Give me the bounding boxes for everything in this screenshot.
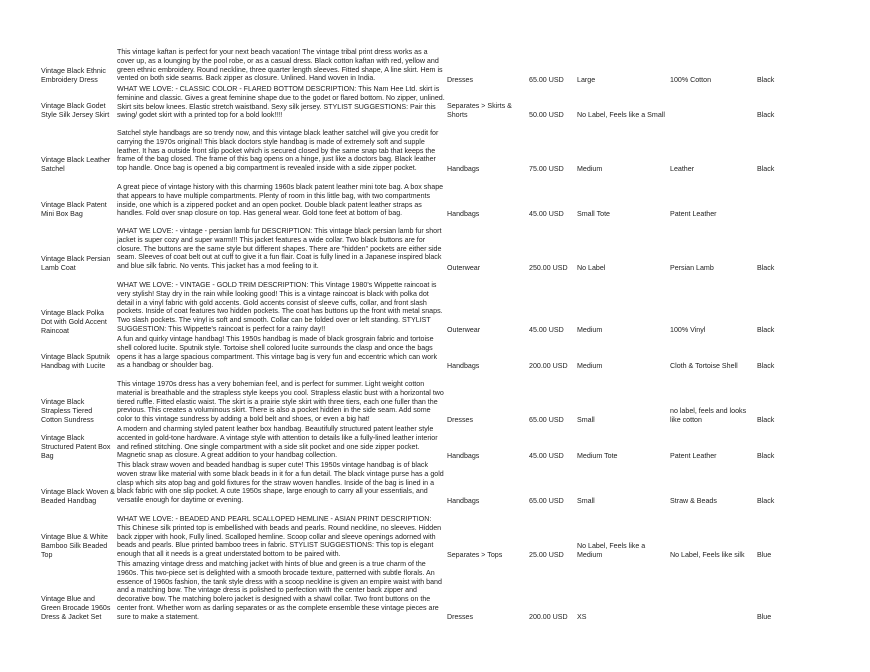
row-description: A fun and quirky vintage handbag! This 1950s handbag is made of black grosgrain fabric and tortoise shell colored lucite. Sputnik style. Tortoise shell colored lucite surrounds the clasp and once the bags opens it has a large spacious compartment. This vintage bag is very fun and eccentric which can work as a handbag or shoulder bag. (117, 335, 438, 370)
row-color: Black (757, 264, 775, 272)
row-material: 100% Cotton (670, 76, 712, 84)
row-product-name: Vintage Black Godet Style Silk Jersey Skirt (41, 102, 110, 119)
row-product-name: Vintage Black Ethnic Embroidery Dress (41, 67, 106, 84)
row-description: This black straw woven and beaded handbag is super cute! This 1950s vintage handbag is of black woven straw like material with some black beads in it for a fun detail. The black vintage purse has a gold clasp which sits atop bag and gold fixtures for the straw woven handles. Inside of the bag is lined in a black fabric with one slip pocket. A cute 1950s shape, large enough to carry all your essentials, and versatile enough for daytime or evening. (117, 461, 444, 505)
row-category: Handbags (447, 165, 480, 173)
row-description: This vintage 1970s dress has a very bohemian feel, and is perfect for summer. Light weight cotton material is breathable and the strapless style keeps you cool. Strapless elastic bust with a horizontal two tiered ruffle. Fitted elastic waist. The skirt is a prairie style skirt with three tiers, each one fuller than the previous. This creates a voluminous skirt. There is also a pocket hidden in the side seam. Add some color to this vintage sundress by adding a bold belt and shoes, or even a big hat! (117, 380, 444, 424)
row-color: Black (757, 165, 775, 173)
row-product-name: Vintage Black Sputnik Handbag with Lucite (41, 353, 110, 370)
row-size: No Label, Feels like a Medium (577, 542, 646, 559)
row-price: 250.00 USD (529, 264, 568, 272)
row-material: Patent Leather (670, 210, 717, 218)
row-material: Straw & Beads (670, 497, 717, 505)
row-category: Dresses (447, 613, 474, 621)
row-material: Leather (670, 165, 695, 173)
row-size: Medium (577, 165, 603, 173)
row-material: Patent Leather (670, 452, 717, 460)
row-price: 25.00 USD (529, 551, 564, 559)
row-price: 200.00 USD (529, 362, 568, 370)
row-price: 200.00 USD (529, 613, 568, 621)
row-category: Dresses (447, 76, 474, 84)
row-price: 65.00 USD (529, 497, 564, 505)
row-description: This amazing vintage dress and matching jacket with hints of blue and green is a true charm of the 1960s. This two-piece set is delighted with a smooth brocade texture, patterned with subtle florals. An essence of 1960s fashion, the tank style dress with a scoop neckline is given an empire waist with band and a matching bow. The vintage dress is polished to perfection with the center back zipper and decorative bow. The matching bolero jacket is designed with a shawl collar. Two front buttons on the center front. Whether worn as darling separates or as the complete ensemble these vintage pieces are sure to make a statement. (117, 560, 442, 621)
row-price: 75.00 USD (529, 165, 564, 173)
row-size: No Label (577, 264, 606, 272)
row-color: Blue (757, 613, 772, 621)
row-category: Separates > Skirts & Shorts (447, 102, 512, 119)
row-color: Black (757, 326, 775, 334)
row-size: XS (577, 613, 587, 621)
row-color: Black (757, 76, 775, 84)
row-material: no label, feels and looks like cotton (670, 407, 747, 424)
row-size: Large (577, 76, 596, 84)
row-color: Black (757, 362, 775, 370)
row-product-name: Vintage Black Polka Dot with Gold Accent Raincoat (41, 309, 107, 335)
row-price: 50.00 USD (529, 111, 564, 119)
row-material: No Label, Feels like silk (670, 551, 745, 559)
row-description: WHAT WE LOVE: - VINTAGE - GOLD TRIM DESCRIPTION: This Vintage 1980's Wippette raincoat is very stylish! Stay dry in the rain while looking good! This is a vintage raincoat is black with polka dot detail in a vinyl fabric with gold accents. Gold accents consist of sleeve cuffs, collar, and front slash pockets. Inside of coat features two hidden pockets. The coat has buttons up the front with metal snaps. Two slash pockets. The vinyl is soft and smooth. Collar can be folded over or left standing. STYLIST SUGGESTION: This Wippette's raincoat is perfect for a rainy day!! (117, 281, 443, 333)
row-color: Black (757, 497, 775, 505)
row-material: Persian Lamb (670, 264, 714, 272)
row-material: 100% Vinyl (670, 326, 706, 334)
row-product-name: Vintage Black Leather Satchel (41, 156, 111, 173)
row-product-name: Vintage Black Persian Lamb Coat (41, 255, 111, 272)
row-product-name: Vintage Blue & White Bamboo Silk Beaded Top (41, 533, 108, 559)
row-description: A great piece of vintage history with this charming 1960s black patent leather mini tote bag. A box shape that appears to have multiple compartments. Plenty of room in this little bag, with two compartments inside, one which is a zippered pocket and an open pocket. Double black patent leather straps as handles. Fold over snap closure on top. Has general wear. Gold tone feet at bottom of bag. (117, 183, 444, 218)
row-product-name: Vintage Black Patent Mini Box Bag (41, 201, 107, 218)
row-color: Black (757, 452, 775, 460)
row-category: Handbags (447, 497, 480, 505)
row-category: Outerwear (447, 326, 481, 334)
row-product-name: Vintage Black Strapless Tiered Cotton Sundress (41, 398, 94, 424)
row-size: Small Tote (577, 210, 610, 218)
row-color: Black (757, 416, 775, 424)
row-product-name: Vintage Black Woven & Beaded Handbag (41, 488, 115, 505)
row-category: Handbags (447, 362, 480, 370)
row-price: 65.00 USD (529, 416, 564, 424)
row-color: Black (757, 111, 775, 119)
row-description: WHAT WE LOVE: - CLASSIC COLOR - FLARED BOTTOM DESCRIPTION: This Nam Hee Ltd. skirt is feminine and classic. Gives a great feminine shape due to the godet or flared bottom. No zipper, unlined. Skirt sits below knees. Elastic stretch waistband. Sexy silk jersey. STYLIST SUGGESTIONS: Pair this swing/ godet skirt with a printed top for a bold look!!!! (117, 85, 445, 120)
row-size: Small (577, 497, 595, 505)
row-product-name: Vintage Blue and Green Brocade 1960s Dress & Jacket Set (41, 595, 111, 621)
row-category: Handbags (447, 210, 480, 218)
row-size: Medium (577, 326, 603, 334)
row-price: 45.00 USD (529, 452, 564, 460)
row-price: 45.00 USD (529, 326, 564, 334)
row-product-name: Vintage Black Structured Patent Box Bag (41, 434, 111, 460)
row-category: Handbags (447, 452, 480, 460)
row-size: No Label, Feels like a Small (577, 111, 665, 119)
row-category: Dresses (447, 416, 474, 424)
row-color: Blue (757, 551, 772, 559)
row-price: 45.00 USD (529, 210, 564, 218)
row-category: Outerwear (447, 264, 481, 272)
row-description: Satchel style handbags are so trendy now, and this vintage black leather satchel will give you credit for carrying the 1970s original! This black doctors style handbag is made of extremely soft and supple leather. It has a outside front slip pocket which is secured closed by the same snap tab that keeps the frame of the bag closed. The frame of this bag opens on a hinge, just like a doctors bag. Black leather top handle. Once bag is opened a big compartment is revealed inside with a side zipper pocket. (117, 129, 439, 173)
row-description: WHAT WE LOVE: - BEADED AND PEARL SCALLOPED HEMLINE - ASIAN PRINT DESCRIPTION: This Chinese silk printed top is embellished with beads and pearls. Round neckline, no sleeves. Hidden back zipper with hook, Fully lined. Scalloped hemline. Scoop collar and sleeve openings adorned with beads and pearls. Blue printed bamboo trees in fabric. STYLIST SUGGESTIONS: This top is elegant enough that all it needs is a great understated bottom to be paired with. (117, 515, 442, 559)
row-description: This vintage kaftan is perfect for your next beach vacation! The vintage tribal print dress works as a cover up, as a lounging by the pool robe, or as a casual dress. Black cotton kaftan with red, yellow and green ethnic embroidery. Round neckline, three quarter length sleeves. Fitted shape, A line skirt. Hem is vented on both side seams. Back zipper as closure. Unlined. Hand woven in India. (117, 48, 443, 83)
row-size: Medium Tote (577, 452, 618, 460)
row-category: Separates > Tops (447, 551, 503, 559)
row-size: Medium (577, 362, 603, 370)
row-description: A modern and charming styled patent leather box handbag. Beautifully structured patent leather style accented in gold-tone hardware. A vintage style with attention to details like a fully-lined leather interior and refined stitching. One single compartment with a side slit pocket and one side zipper pocket. Magnetic snap as closure. A great addition to your handbag collection. (117, 425, 438, 460)
row-price: 65.00 USD (529, 76, 564, 84)
row-description: WHAT WE LOVE: - vintage - persian lamb fur DESCRIPTION: This vintage black persian lamb fur short jacket is super cozy and super warm!!! This jacket features a wide collar. Two black buttons are for closure. The buttons are the same style but different shapes. There are "hidden" pockets are either side seam. Sleeves of coat belt out at cuff to give it a fun flair. Coat is fully lined in a Japanese inspired black and blue silk fabric. No vents. This jacket has a mod feeling to it. (117, 227, 442, 271)
row-material: Cloth & Tortoise Shell (670, 362, 738, 370)
row-size: Small (577, 416, 595, 424)
